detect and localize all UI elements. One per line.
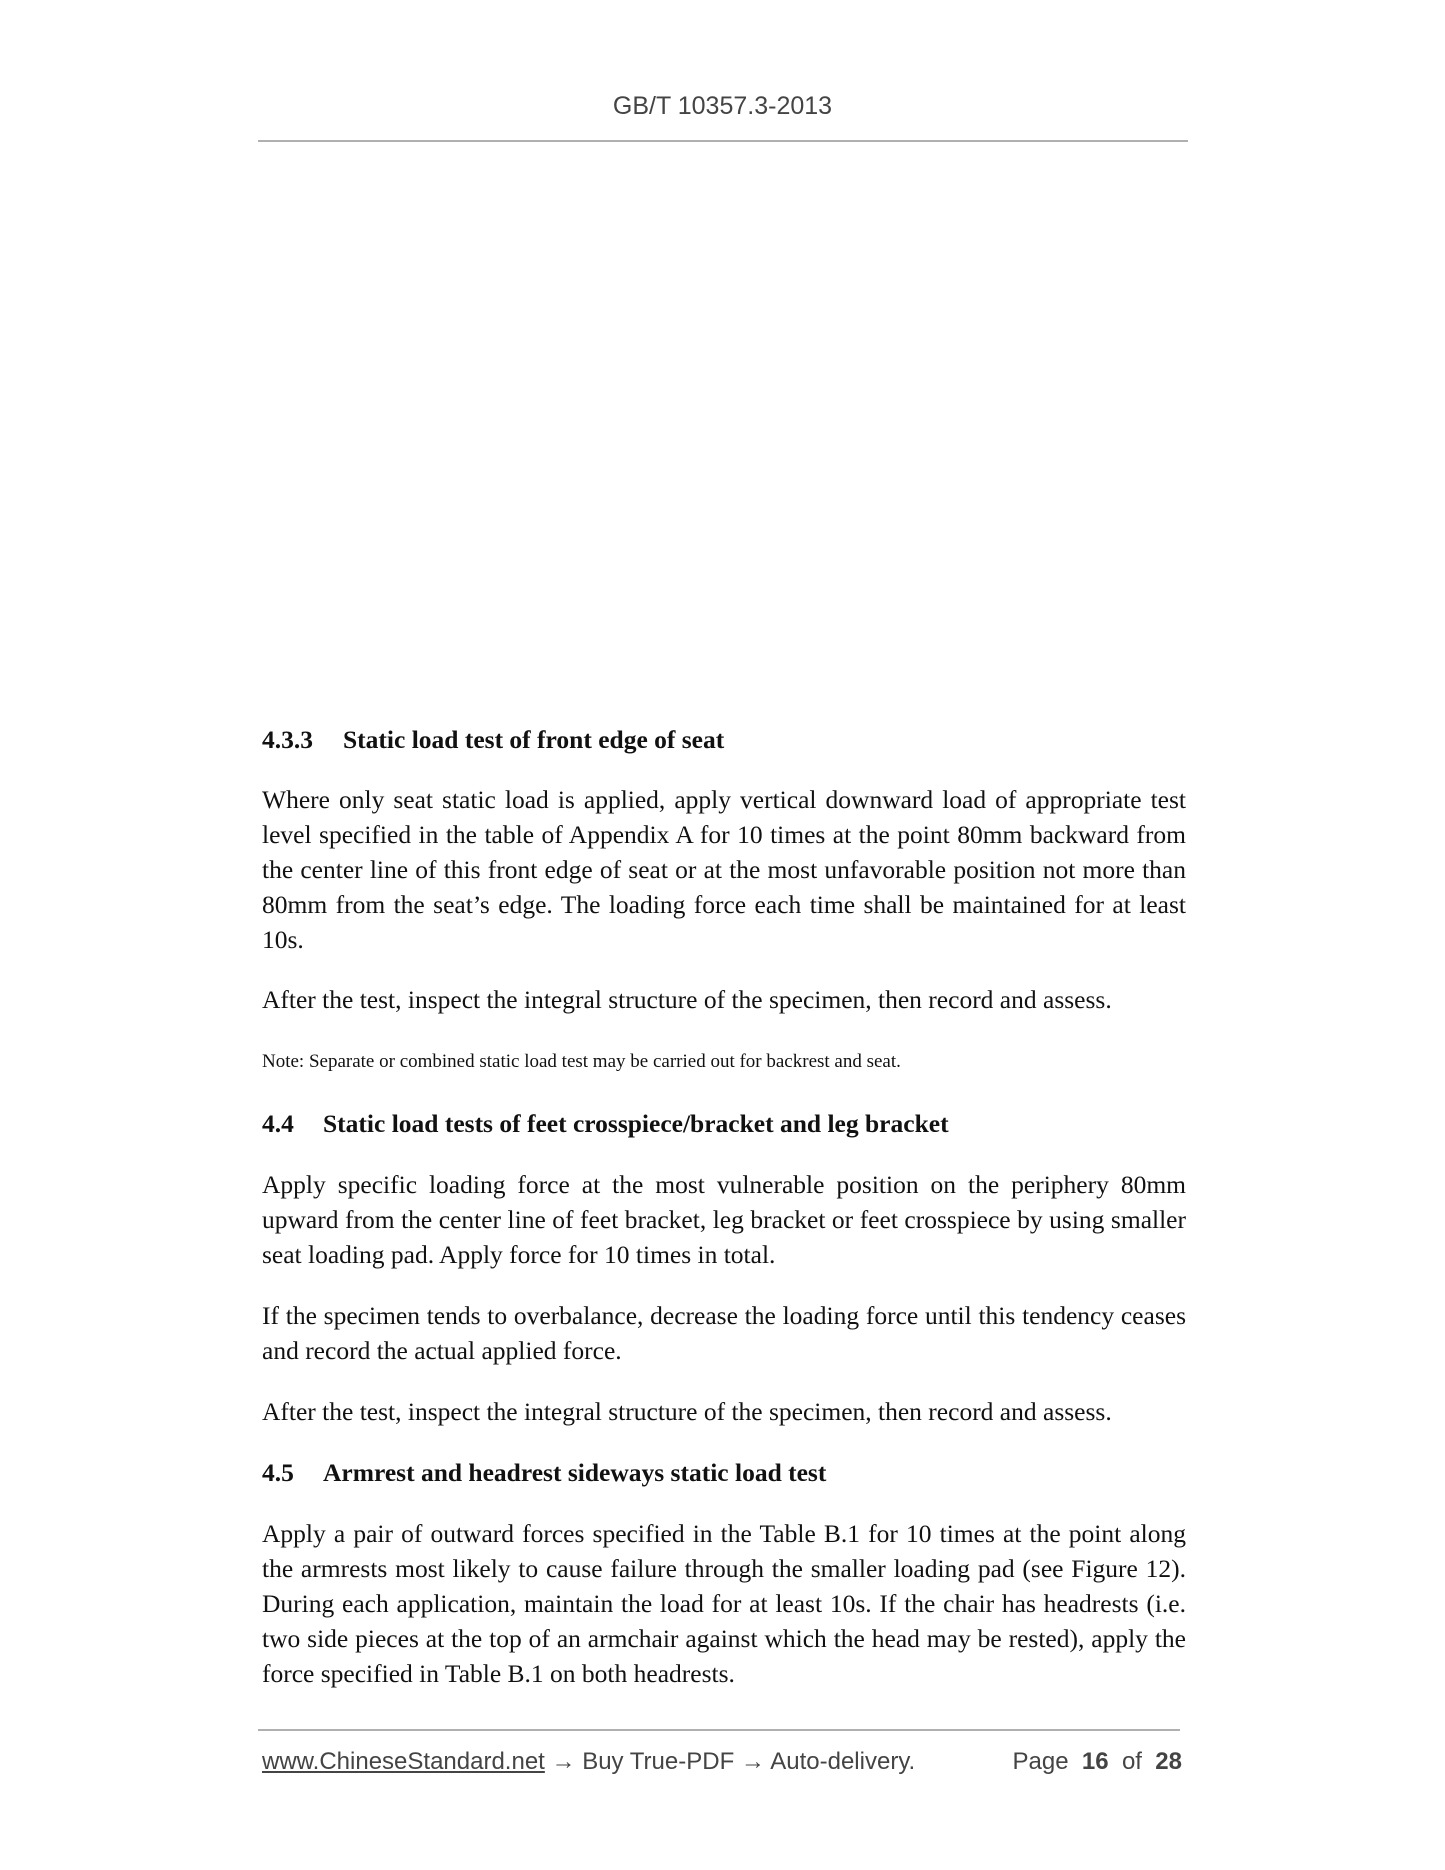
section-title: Static load tests of feet crosspiece/bracket and leg bracket	[323, 1109, 949, 1138]
note: Note: Separate or combined static load test may be carried out for backrest and seat.	[262, 1051, 901, 1072]
buy-text: Buy True-PDF	[582, 1748, 735, 1775]
page-label: Page	[1012, 1748, 1069, 1775]
paragraph: Apply specific loading force at the most vulnerable position on the periphery 80mm upward from the center line of feet bracket, leg bracket or feet crosspiece by using smaller seat loading pad. Apply force for 10 times in total.	[262, 1170, 1186, 1269]
total-pages: 28	[1155, 1748, 1182, 1775]
section-number: 4.5	[262, 1458, 294, 1487]
page-number	[1012, 1748, 1182, 1776]
of-label: of	[1121, 1748, 1142, 1775]
paragraph: After the test, inspect the integral structure of the specimen, then record and assess.	[262, 1397, 1112, 1426]
section-number: 4.3.3	[262, 725, 313, 754]
arrow-icon: →	[740, 1748, 765, 1775]
current-page: 16	[1081, 1748, 1109, 1775]
paragraph: Where only seat static load is applied, apply vertical downward load of appropriate test level specified in the table of Appendix A for 10 times at the point 80mm backward from the center line of this front edge of seat or at the most unfavorable position not more than 80mm from the seat’s edge. The loading force each time shall be maintained for at least 10s.	[262, 785, 1186, 954]
arrow-icon: →	[551, 1748, 576, 1775]
delivery-text: Auto-delivery.	[770, 1748, 916, 1775]
section-heading-4-3-3	[262, 722, 1186, 757]
paragraph: If the specimen tends to overbalance, decrease the loading force until this tendency ceases and record the actual applied force.	[262, 1301, 1186, 1365]
website-link[interactable]: www.ChineseStandard.net	[262, 1748, 545, 1775]
section-number: 4.4	[262, 1109, 294, 1138]
paragraph: Apply a pair of outward forces specified in the Table B.1 for 10 times at the point along the armrests most likely to cause failure through the smaller loading pad (see Figure 12). During each application, maintain the load for at least 10s. If the chair has headrests (i.e. two side pieces at the top of an armchair against which the head may be rested), apply the force specified in Table B.1 on both headrests.	[262, 1519, 1186, 1688]
footer-divider	[258, 1729, 1180, 1731]
footer	[262, 1748, 1182, 1776]
section-title: Armrest and headrest sideways static load test	[323, 1458, 827, 1487]
header-divider	[258, 140, 1188, 142]
section-heading-4-4	[262, 1106, 1186, 1141]
paragraph: After the test, inspect the integral structure of the specimen, then record and assess.	[262, 985, 1112, 1014]
section-title: Static load test of front edge of seat	[343, 725, 725, 754]
document-header: GB/T 10357.3-2013	[612, 92, 833, 120]
section-heading-4-5	[262, 1455, 1186, 1490]
